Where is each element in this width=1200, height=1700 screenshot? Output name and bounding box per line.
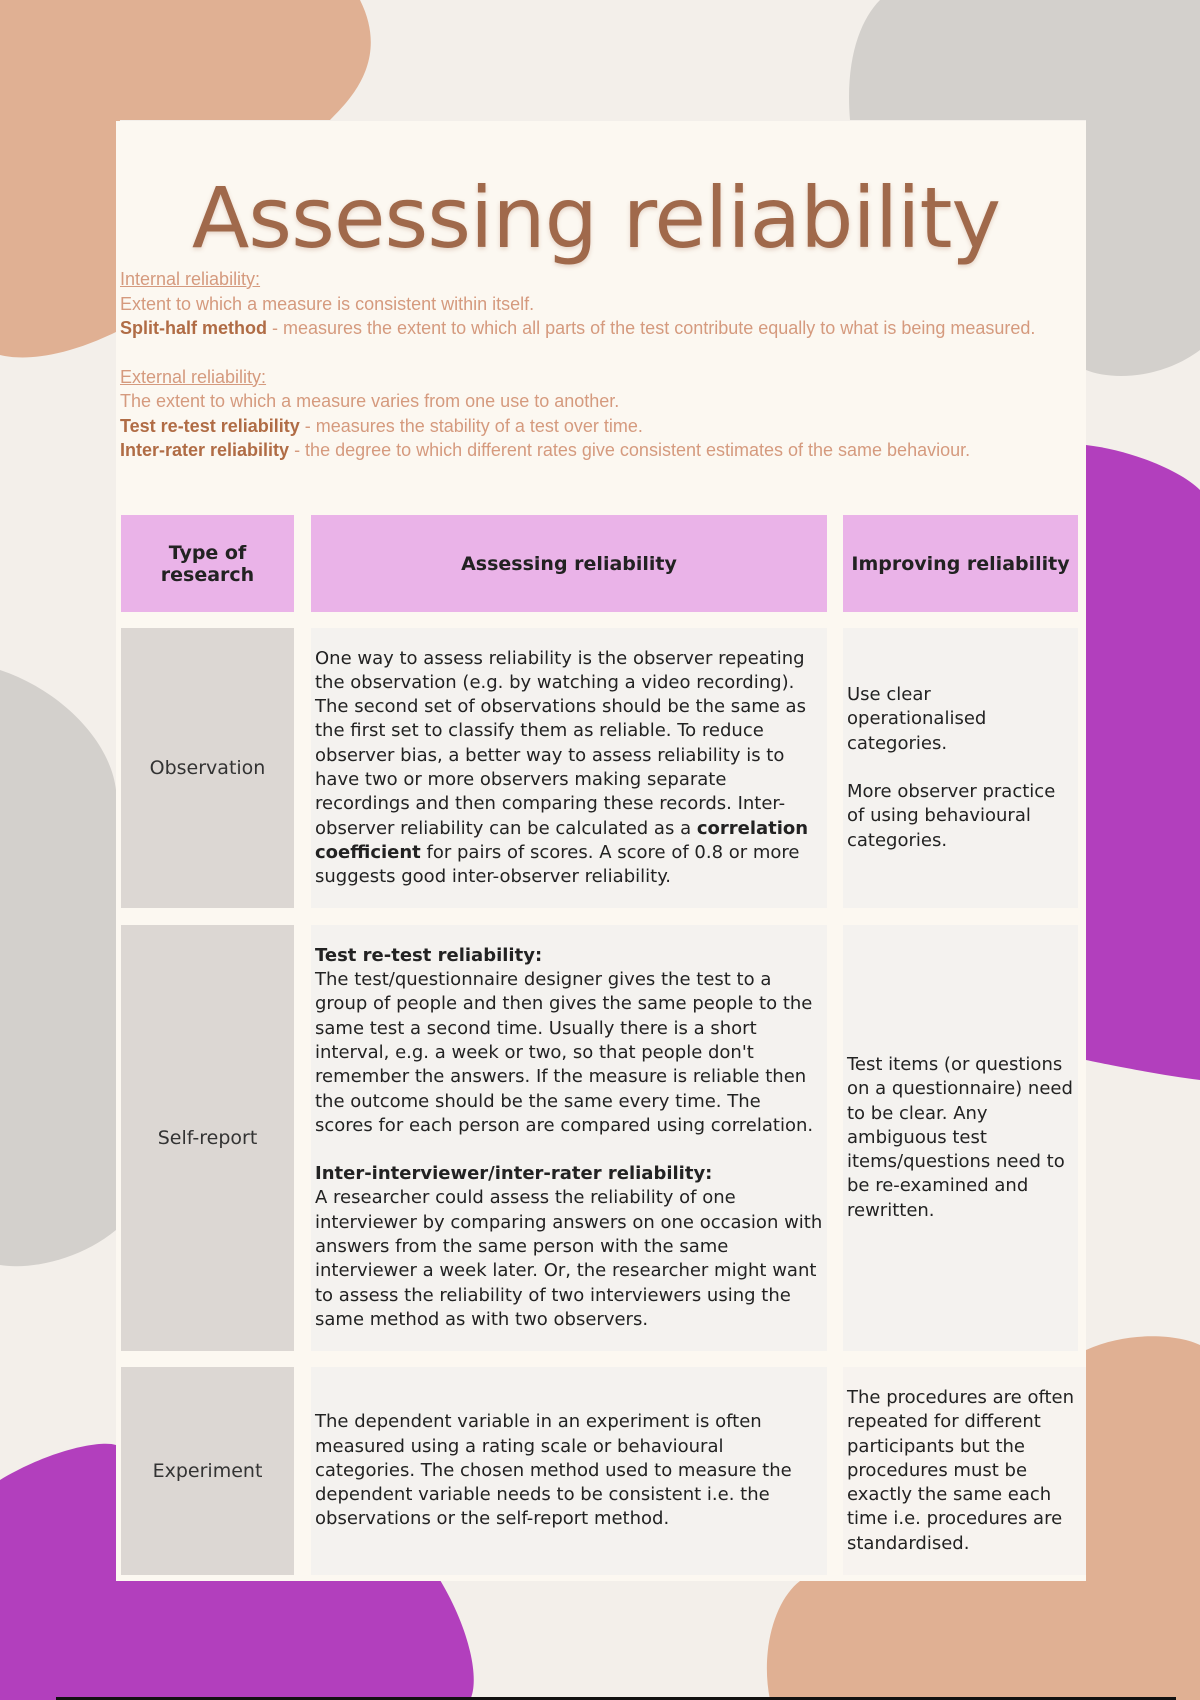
inter-rater-line: [120, 438, 1080, 463]
row-label-observation: Observation: [121, 628, 294, 908]
self-report-heading-2: Inter-interviewer/inter-rater reliability:: [315, 1163, 713, 1185]
intro-section: [120, 267, 1080, 463]
internal-reliability-definition: Extent to which a measure is consistent within itself.: [120, 293, 535, 314]
observation-improve-1: Use clear operationalised categories.: [847, 684, 987, 754]
internal-reliability-heading: Internal reliability:: [120, 269, 261, 289]
purple-blob-right: [1086, 445, 1200, 1080]
external-reliability-heading: External reliability:: [120, 366, 267, 387]
observation-assessing-text: [315, 647, 823, 890]
test-retest-name: Test re-test reliability: [120, 415, 300, 436]
row-label-experiment: Experiment: [121, 1367, 294, 1575]
experiment-improving-cell: [843, 1367, 1086, 1575]
experiment-improve-text: The procedures are often repeated for different participants but the procedures must be exactly the same each time i.e. procedures are standardised.: [847, 1386, 1075, 1554]
self-report-improving-cell: [843, 925, 1078, 1351]
page-title: Assessing reliability: [191, 169, 1001, 267]
header-improving-reliability: Improving reliability: [843, 515, 1078, 612]
split-half-line: [120, 316, 1080, 341]
inter-rater-desc: - the degree to which different rates give consistent estimates of the same behaviour.: [289, 440, 971, 460]
external-reliability-definition: The extent to which a measure varies from one use to another.: [120, 391, 620, 411]
self-report-text-2: A researcher could assess the reliability of one interviewer by comparing answers on one occasion with answers from the same person with the same interviewer a week later. Or, the researcher might want to assess the reliability of two interviewers using the same method as with two observers.: [315, 1187, 823, 1330]
observation-assess-pre: One way to assess reliability is the observer repeating the observation (e.g. by watching a video recording). The second set of observations should be the same as the first set to classify them as reliable. To reduce observer bias, a better way to assess reliability is to have two or more observers making separate recordings and then comparing these records. Inter-observer reliability can be calculated as a: [315, 647, 806, 839]
header-assessing-reliability: Assessing reliability: [311, 515, 827, 612]
split-half-desc: - measures the extent to which all parts of the test contribute equally to what is being measured.: [267, 318, 1036, 338]
observation-assessing-cell: [311, 628, 827, 908]
inter-rater-name: Inter-rater reliability: [120, 440, 290, 460]
observation-improve-2: More observer practice of using behavioural categories.: [847, 781, 1056, 851]
split-half-name: Split-half method: [120, 318, 267, 338]
experiment-assessing-cell: [311, 1367, 827, 1575]
observation-assess-bold: correlation coefficient: [315, 817, 809, 863]
grey-blob-left: [0, 670, 116, 1266]
experiment-assess-text: The dependent variable in an experiment is often measured using a rating scale or behavioural categories. The chosen method used to measure the dependent variable needs to be consistent i.e. the observations or the self-report method.: [315, 1411, 792, 1530]
self-report-assessing-cell: [311, 925, 827, 1351]
self-report-improve: Test items (or questions on a questionnaire) need to be clear. Any ambiguous test items/questions need to be re-examined and rewritten.: [847, 1053, 1073, 1221]
test-retest-desc: - measures the stability of a test over time.: [299, 415, 643, 436]
header-type-of-research: Type of research: [121, 515, 294, 612]
self-report-text-1: The test/questionnaire designer gives the test to a group of people and then gives the same people to the same test a second time. Usually there is a short interval, e.g. a week or two, so that people don't remember the answers. If the measure is reliable then the outcome should be the same every time. The scores for each person are compared using correlation.: [315, 969, 814, 1136]
observation-assess-post: for pairs of scores. A score of 0.8 or more suggests good inter-observer reliability.: [315, 841, 800, 888]
row-label-self-report: Self-report: [121, 925, 294, 1351]
observation-improving-cell: [843, 628, 1078, 908]
self-report-heading-1: Test re-test reliability:: [315, 944, 543, 966]
test-retest-line: [120, 414, 1080, 439]
